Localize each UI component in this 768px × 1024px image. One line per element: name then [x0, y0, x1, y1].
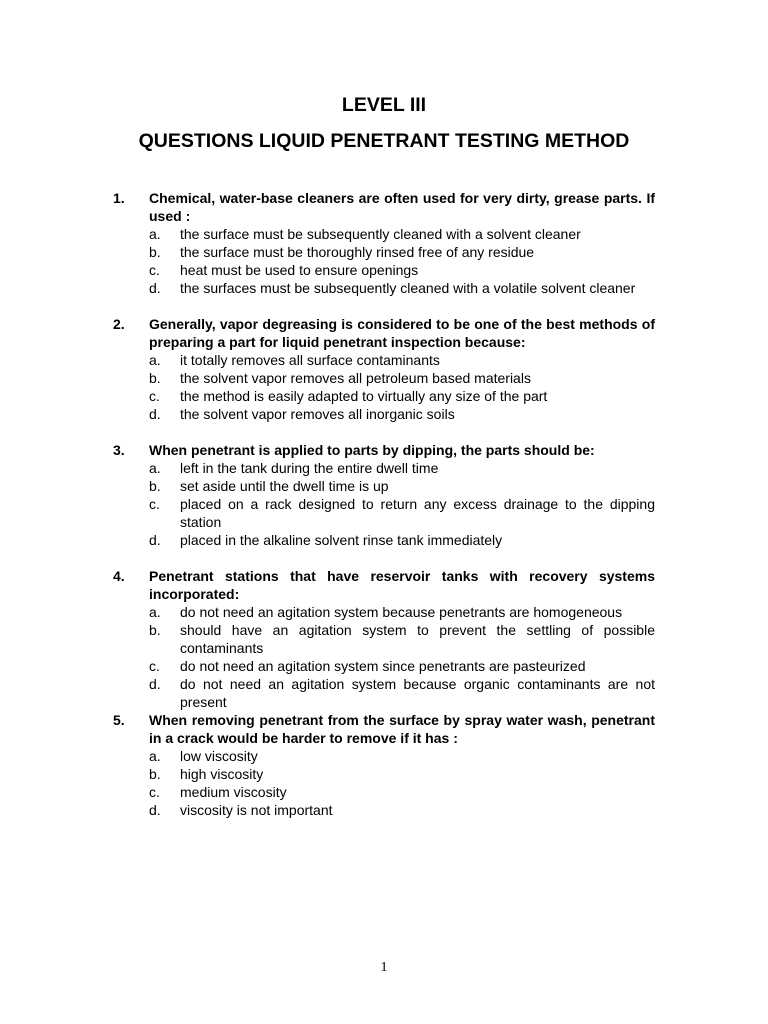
- question-number: 4.: [113, 568, 125, 584]
- option-d: d. do not need an agitation system because organic contaminants are not present: [149, 676, 655, 710]
- question-text: Penetrant stations that have reservoir tanks with recovery systems incorporated:: [149, 568, 655, 602]
- option-a: a. the surface must be subsequently cleaned with a solvent cleaner: [149, 226, 581, 242]
- question-1: [113, 189, 655, 297]
- option-d: d. the surfaces must be subsequently cleaned with a volatile solvent cleaner: [149, 280, 636, 296]
- question-text: When removing penetrant from the surface by spray water wash, penetrant in a crack would be harder to remove if it has :: [149, 712, 655, 746]
- option-c: c. medium viscosity: [149, 784, 287, 800]
- option-b: b. set aside until the dwell time is up: [149, 478, 389, 494]
- option-b: b. high viscosity: [149, 766, 264, 782]
- question-list: [113, 189, 655, 819]
- option-a: a. it totally removes all surface contaminants: [149, 352, 440, 368]
- question-number: 2.: [113, 316, 125, 332]
- option-list: [149, 225, 655, 297]
- option-a: a. low viscosity: [149, 748, 258, 764]
- option-b: b. should have an agitation system to prevent the settling of possible contaminants: [149, 622, 655, 656]
- question-number: 1.: [113, 190, 125, 206]
- option-list: [149, 747, 655, 819]
- option-c: c. do not need an agitation system since penetrants are pasteurized: [149, 658, 586, 674]
- question-2: [113, 315, 655, 423]
- question-text: Chemical, water-base cleaners are often used for very dirty, grease parts. If used :: [149, 190, 655, 224]
- option-c: c. the method is easily adapted to virtually any size of the part: [149, 388, 548, 404]
- page-title: QUESTIONS LIQUID PENETRANT TESTING METHOD: [138, 130, 630, 152]
- option-list: [149, 351, 655, 423]
- question-text: When penetrant is applied to parts by dipping, the parts should be:: [149, 442, 595, 458]
- option-d: d. viscosity is not important: [149, 802, 333, 818]
- option-b: b. the surface must be thoroughly rinsed free of any residue: [149, 244, 535, 260]
- question-3: [113, 441, 655, 549]
- question-4: [113, 567, 655, 711]
- option-a: a. left in the tank during the entire dwell time: [149, 460, 439, 476]
- option-list: [149, 603, 655, 711]
- question-number: 3.: [113, 442, 125, 458]
- option-b: b. the solvent vapor removes all petroleum based materials: [149, 370, 531, 386]
- option-a: a. do not need an agitation system because penetrants are homogeneous: [149, 604, 623, 620]
- option-list: [149, 459, 655, 549]
- option-c: c. placed on a rack designed to return any excess drainage to the dipping station: [149, 496, 655, 530]
- page-number: 1: [380, 960, 388, 975]
- option-d: d. the solvent vapor removes all inorganic soils: [149, 406, 455, 422]
- option-d: d. placed in the alkaline solvent rinse tank immediately: [149, 532, 503, 548]
- option-c: c. heat must be used to ensure openings: [149, 262, 419, 278]
- level-heading: LEVEL III: [341, 94, 427, 116]
- question-text: Generally, vapor degreasing is considered to be one of the best methods of preparing a part for liquid penetrant inspection because:: [149, 316, 655, 350]
- question-number: 5.: [113, 712, 125, 728]
- question-5: [113, 711, 655, 819]
